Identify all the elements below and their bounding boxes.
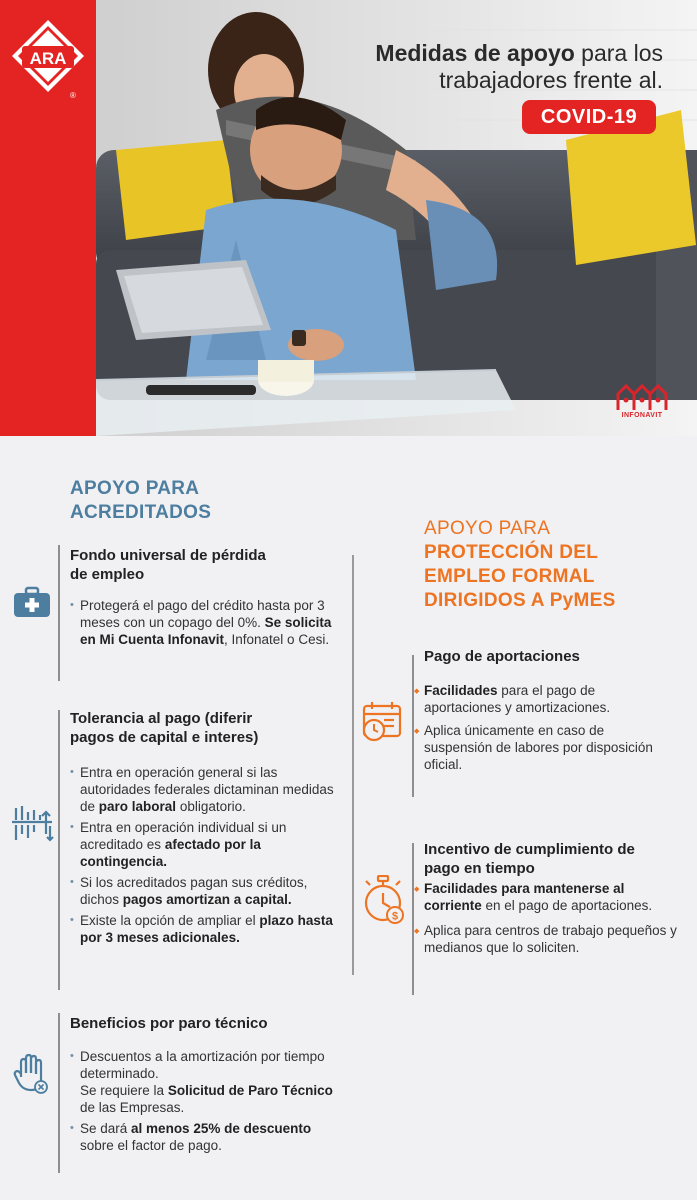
list-item: • Existe la opción de ampliar el plazo hasta por 3 meses adicionales. — [70, 912, 342, 946]
list-item: • Descuentos a la amortización por tiempo determinado. Se requiere la Solicitud de Paro Técnico de las Empresas. — [70, 1048, 345, 1116]
headline-rest: para los — [574, 40, 663, 66]
left-divider-3 — [58, 1013, 60, 1173]
list-item: ◆ Aplica para centros de trabajo pequeños y medianos que lo soliciten. — [414, 922, 684, 956]
covid-badge: COVID-19 — [522, 100, 656, 134]
center-divider — [352, 555, 354, 975]
list-item: • Protegerá el pago del crédito hasta por 3 meses con un copago del 0%. Se solicita en Mi Cuenta Infonavit, Infonatel o Cesi. — [70, 597, 338, 648]
left-block1-list — [70, 597, 338, 652]
stopwatch-money-icon — [362, 875, 406, 930]
right-block2-title: Incentivo de cumplimiento de pago en tiempo — [424, 841, 635, 877]
list-item: ◆ Facilidades para mantenerse al corriente en el pago de aportaciones. — [414, 880, 684, 914]
left-block2-list — [70, 764, 342, 950]
left-section-title: APOYO PARA ACREDITADOS — [70, 478, 212, 523]
list-item: • Entra en operación individual si un acreditado es afectado por la contingencia. — [70, 819, 342, 870]
infonavit-logo-text: INFONAVIT — [621, 412, 663, 419]
payment-chart-icon — [10, 804, 54, 849]
right-block2-list — [414, 880, 684, 960]
headline-bold: Medidas de apoyo — [375, 40, 575, 66]
right-block1-title: Pago de aportaciones — [424, 648, 580, 665]
svg-text:$: $ — [391, 910, 399, 923]
calendar-clock-icon — [362, 700, 404, 747]
hero-banner — [0, 0, 697, 436]
left-divider-1 — [58, 545, 60, 681]
svg-text:ARA: ARA — [29, 49, 67, 68]
left-block2-title: Tolerancia al pago (diferir pagos de capital e interes) — [70, 710, 259, 746]
left-block1-title: Fondo universal de pérdida de empleo — [70, 547, 266, 583]
right-block1-list — [414, 682, 660, 777]
list-item: ◆ Facilidades para el pago de aportaciones y amortizaciones. — [414, 682, 660, 716]
list-item: • Entra en operación general si las autoridades federales dictaminan medidas de paro laboral obligatorio. — [70, 764, 342, 815]
list-item: • Se dará al menos 25% de descuento sobre el factor de pago. — [70, 1120, 345, 1154]
left-divider-2 — [58, 710, 60, 990]
left-block3-title: Beneficios por paro técnico — [70, 1015, 268, 1032]
first-aid-kit-icon — [13, 586, 51, 623]
list-item: • Si los acreditados pagan sus créditos, dichos pagos amortizan a capital. — [70, 874, 342, 908]
left-block3-list — [70, 1048, 345, 1158]
list-item: ◆ Aplica únicamente en caso de suspensión de labores por disposición oficial. — [414, 722, 660, 773]
headline-line2: trabajadores frente al. — [439, 67, 663, 93]
right-section-title: APOYO PARA PROTECCIÓN DEL EMPLEO FORMAL DIRIGIDOS A PyMES — [424, 518, 616, 611]
ara-logo[interactable] — [10, 18, 86, 100]
svg-text:®: ® — [70, 91, 76, 100]
stop-hand-icon — [13, 1053, 49, 1100]
page-headline — [243, 40, 663, 94]
